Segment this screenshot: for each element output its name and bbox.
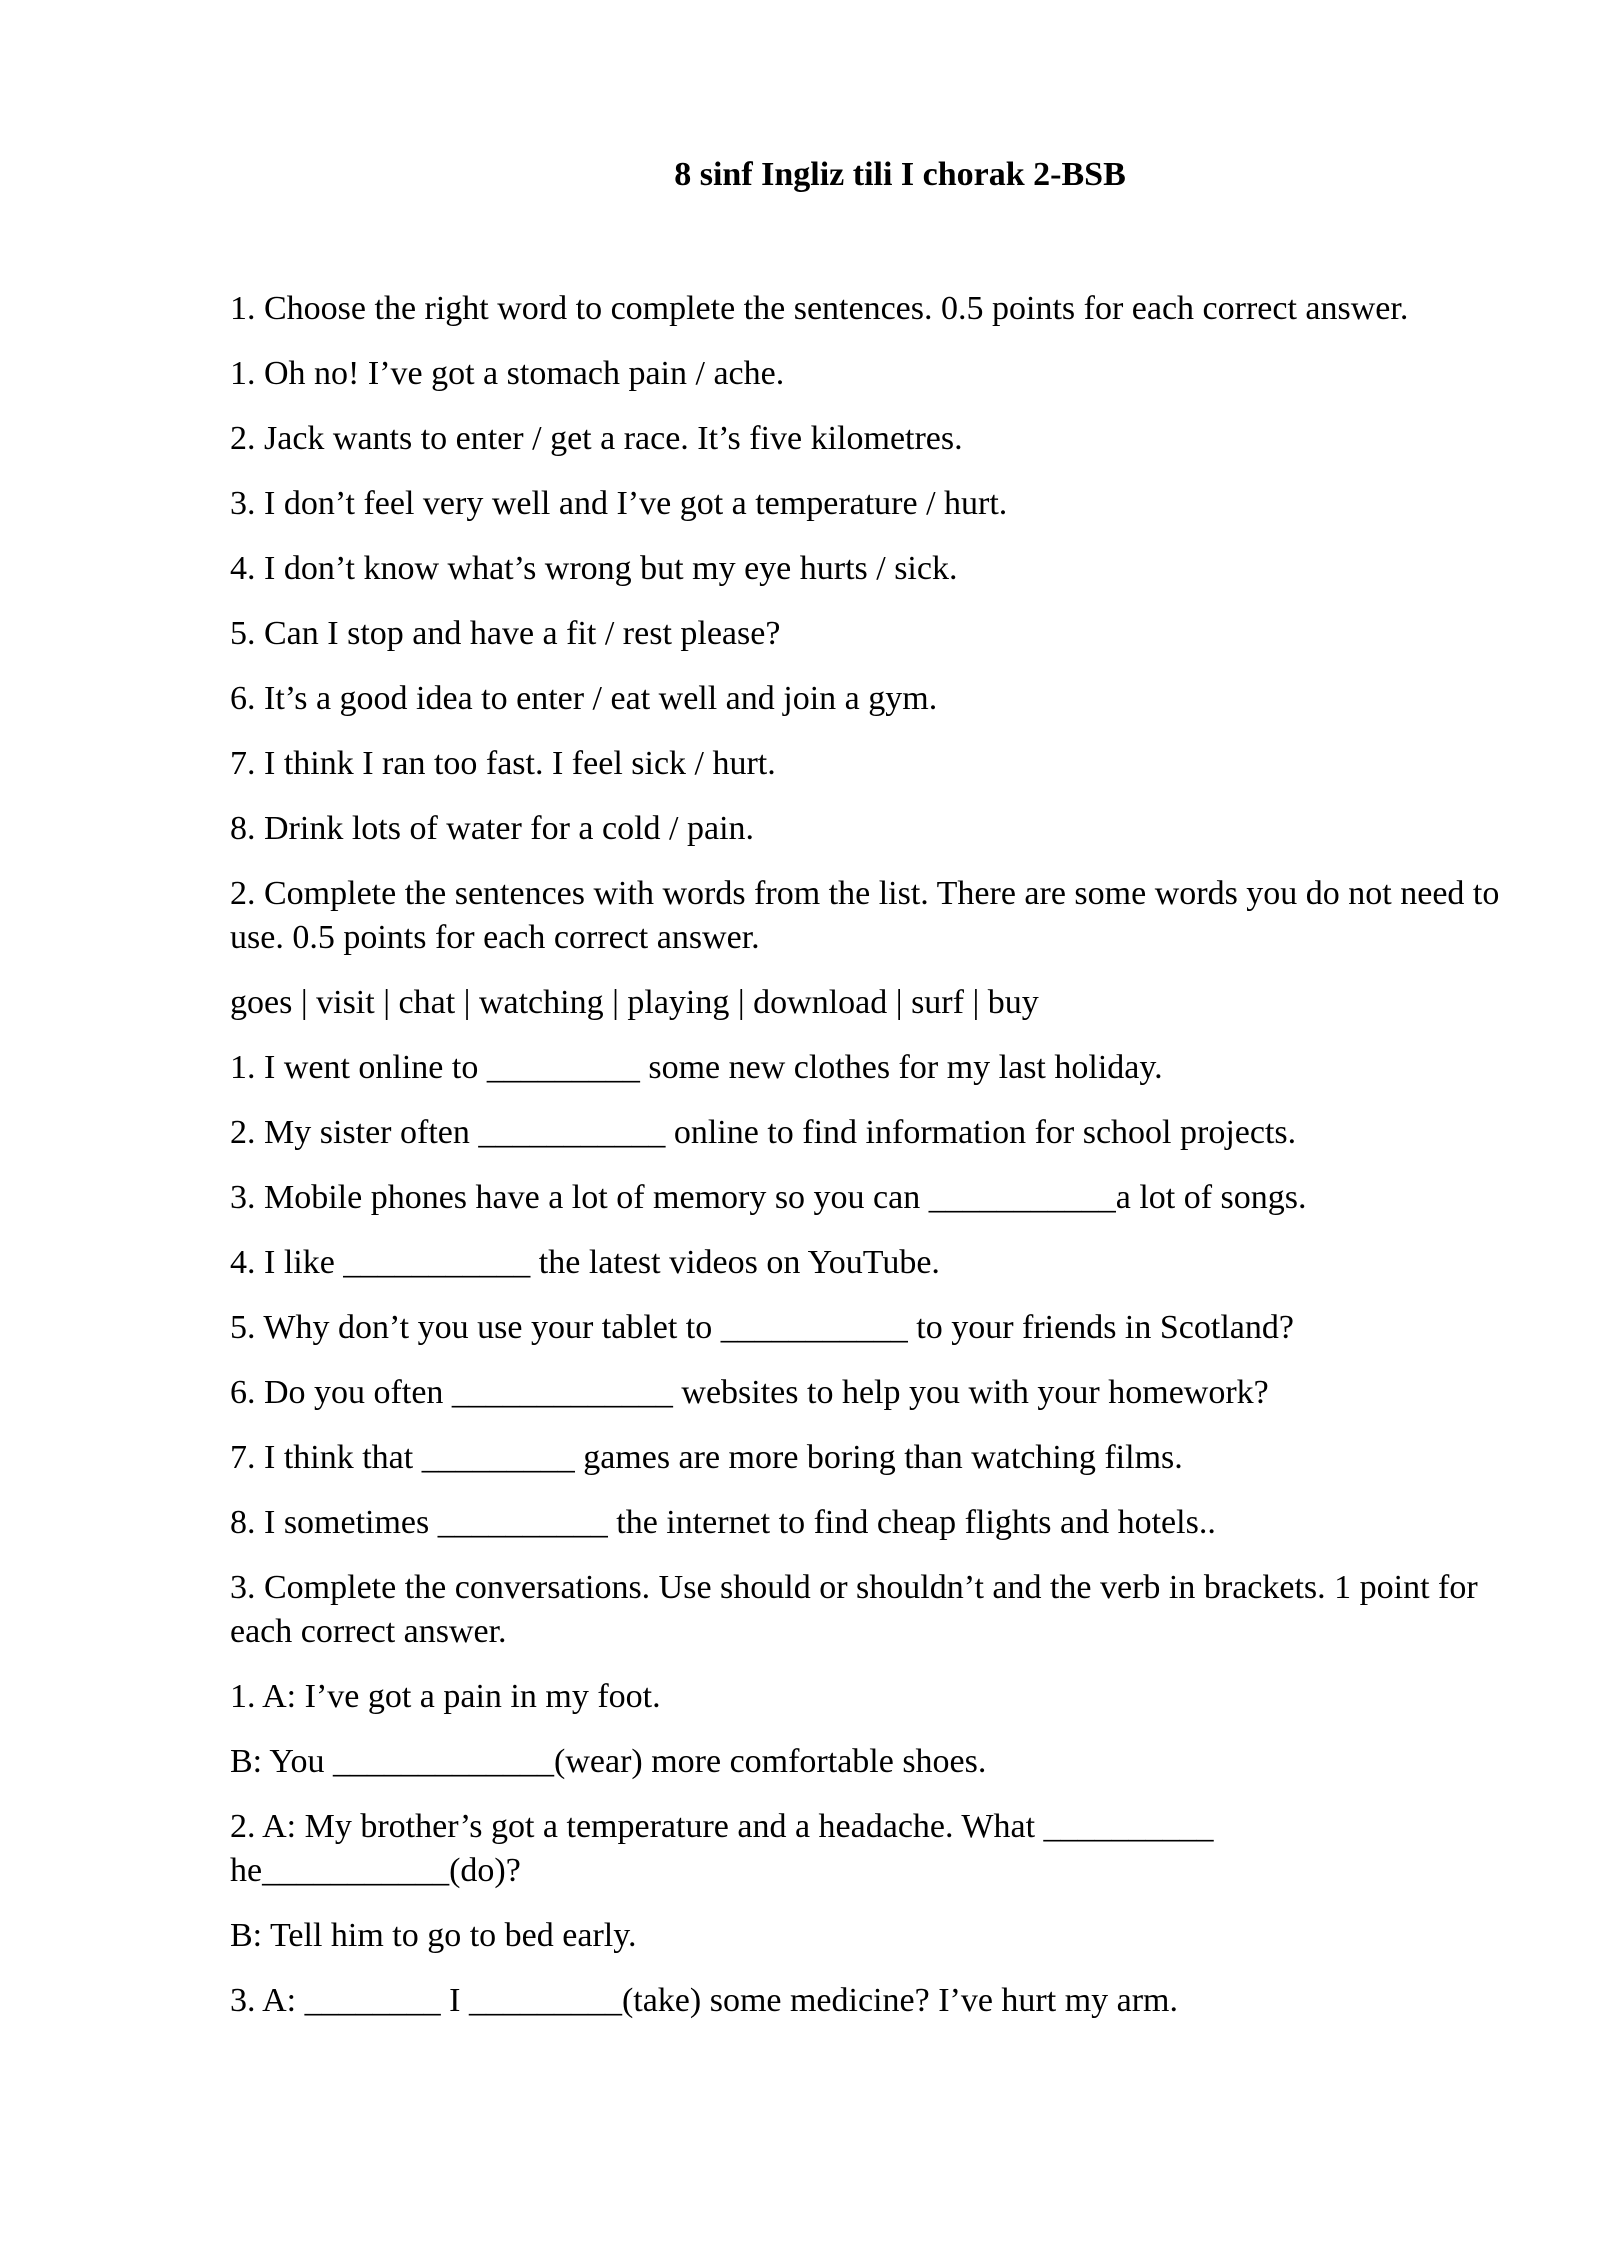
task-2-instruction: 2. Complete the sentences with words from the list. There are some words you do not need to use. 0.5 points for each correct answer. xyxy=(230,875,1500,956)
task-2-word-list: goes | visit | chat | watching | playing | download | surf | buy xyxy=(230,984,1039,1021)
task-1-item: 6. It’s a good idea to enter / eat well and join a gym. xyxy=(230,680,938,717)
document-body xyxy=(230,287,1500,2044)
task-1-item: 5. Can I stop and have a fit / rest please? xyxy=(230,615,781,652)
task-1-item: 1. Oh no! I’ve got a stomach pain / ache. xyxy=(230,355,785,392)
task-2-item: 6. Do you often _____________ websites to help you with your homework? xyxy=(230,1374,1269,1411)
task-3-dialogue-line: B: Tell him to go to bed early. xyxy=(230,1917,637,1954)
task-2-item: 3. Mobile phones have a lot of memory so you can ___________a lot of songs. xyxy=(230,1179,1307,1216)
task-3-dialogue-line: 3. A: ________ I _________(take) some medicine? I’ve hurt my arm. xyxy=(230,1982,1178,2019)
task-2-item: 5. Why don’t you use your tablet to ___________ to your friends in Scotland? xyxy=(230,1309,1294,1346)
task-3-instruction: 3. Complete the conversations. Use should or shouldn’t and the verb in brackets. 1 point for each correct answer. xyxy=(230,1569,1478,1650)
task-1-item: 2. Jack wants to enter / get a race. It’s five kilometres. xyxy=(230,420,963,457)
document-title: 8 sinf Ingliz tili I chorak 2-BSB xyxy=(674,156,1126,193)
task-3-dialogue-line: 1. A: I’ve got a pain in my foot. xyxy=(230,1678,661,1715)
task-2-item: 8. I sometimes __________ the internet to find cheap flights and hotels.. xyxy=(230,1504,1216,1541)
task-1-item: 3. I don’t feel very well and I’ve got a temperature / hurt. xyxy=(230,485,1008,522)
task-2-item: 1. I went online to _________ some new clothes for my last holiday. xyxy=(230,1049,1163,1086)
task-1-instruction: 1. Choose the right word to complete the sentences. 0.5 points for each correct answer. xyxy=(230,290,1409,327)
task-2-item: 2. My sister often ___________ online to find information for school projects. xyxy=(230,1114,1297,1151)
task-3-dialogue-line: 2. A: My brother’s got a temperature and a headache. What __________ he___________(do)? xyxy=(230,1808,1214,1889)
task-3-dialogue-line: B: You _____________(wear) more comfortable shoes. xyxy=(230,1743,987,1780)
task-1-item: 4. I don’t know what’s wrong but my eye hurts / sick. xyxy=(230,550,958,587)
task-2-item: 4. I like ___________ the latest videos on YouTube. xyxy=(230,1244,940,1281)
task-2-item: 7. I think that _________ games are more boring than watching films. xyxy=(230,1439,1183,1476)
task-1-item: 7. I think I ran too fast. I feel sick / hurt. xyxy=(230,745,776,782)
task-1-item: 8. Drink lots of water for a cold / pain. xyxy=(230,810,755,847)
